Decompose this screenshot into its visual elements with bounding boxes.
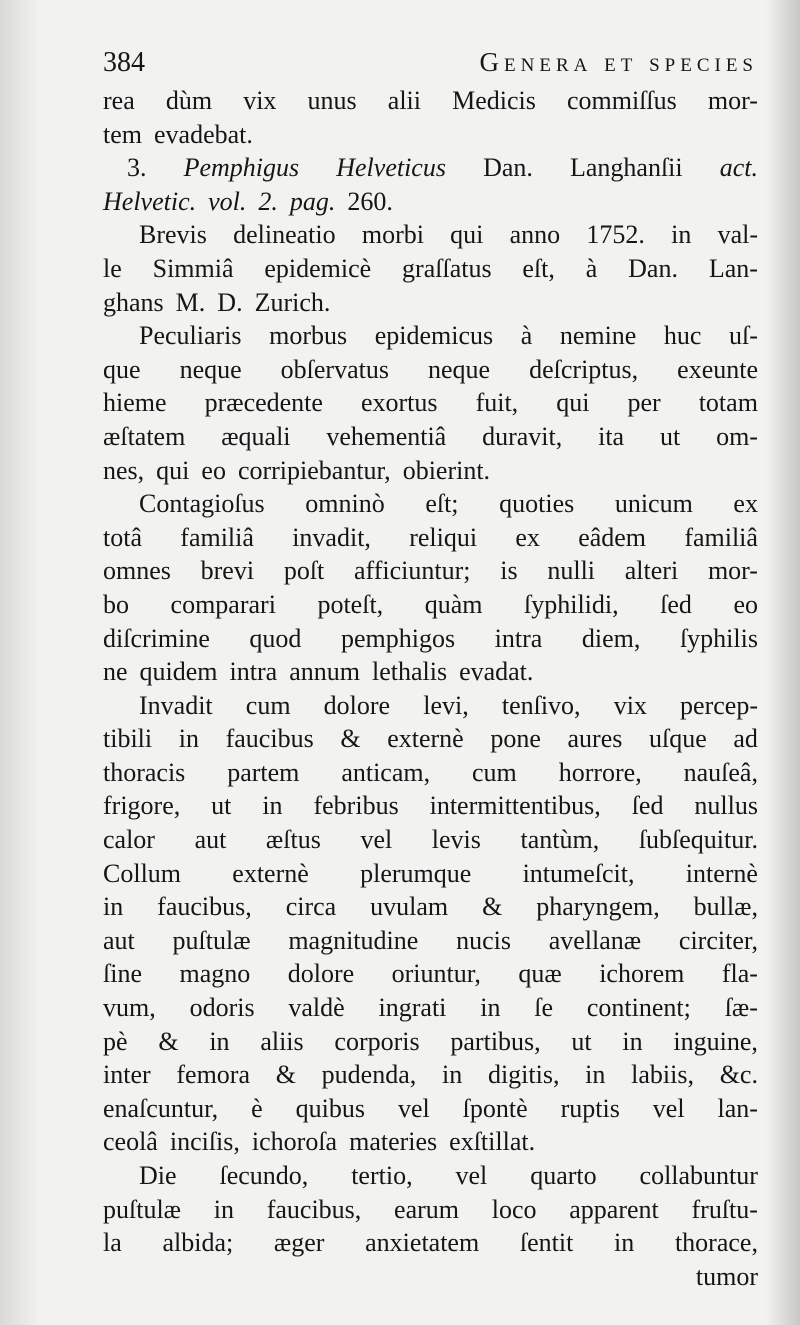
- text-line: ghans M. D. Zurich.: [103, 287, 331, 317]
- text-line: Die ſecundo, tertio, vel quarto collabuntur: [139, 1161, 758, 1190]
- page-header: [103, 40, 758, 84]
- text-line: Contagioſus omninò eſt; quoties unicum ex: [139, 489, 758, 519]
- text-line: diſcrimine quod pemphigos intra diem, ſyphilis: [103, 623, 758, 653]
- text-line: rea dùm vix unus alii Medicis commiſſus mor-: [103, 86, 758, 115]
- text-line: ne quidem intra annum lethalis evadat.: [103, 657, 534, 687]
- running-head: Genera et species: [479, 47, 758, 77]
- text-line: frigore, ut in febribus intermittentibus, ſed nullus: [103, 791, 758, 821]
- text-line: calor aut æſtus vel levis tantùm, ſubſequitur.: [103, 825, 758, 855]
- text-line: ceolâ inciſis, ichoroſa materies exſtillat.: [103, 1127, 536, 1157]
- text-line: tibili in faucibus & externè pone aures uſque ad: [103, 724, 758, 754]
- text-line: aut puſtulæ magnitudine nucis avellanæ circiter,: [103, 925, 758, 955]
- text-line: Helvetic. vol. 2. pag. 260.: [103, 186, 393, 216]
- text-body: [103, 84, 758, 1293]
- text-line: inter femora & pudenda, in digitis, in labiis, &c.: [103, 1060, 758, 1090]
- text-line: 3. Pemphigus Helveticus Dan. Langhanſii act.: [127, 153, 758, 183]
- text-line: Brevis delineatio morbi qui anno 1752. in val-: [139, 220, 758, 250]
- text-line: ſine magno dolore oriuntur, quæ ichorem fla-: [103, 959, 758, 989]
- text-line: totâ familiâ invadit, reliqui ex eâdem familiâ: [103, 522, 758, 552]
- text-line: la albida; æger anxietatem ſentit in thorace,: [103, 1228, 758, 1258]
- page-gutter-shadow: [0, 0, 40, 1325]
- text-line: tem evadebat.: [103, 119, 253, 149]
- text-line: Peculiaris morbus epidemicus à nemine huc uſ-: [139, 321, 758, 351]
- page-number: 384: [103, 47, 145, 78]
- text-line: Collum externè plerumque intumeſcit, internè: [103, 858, 758, 888]
- text-line: in faucibus, circa uvulam & pharyngem, bullæ,: [103, 892, 758, 922]
- text-line: le Simmiâ epidemicè graſſatus eſt, à Dan. Lan-: [103, 253, 758, 283]
- text-line: bo comparari poteſt, quàm ſyphilidi, ſed eo: [103, 589, 758, 619]
- text-line: puſtulæ in faucibus, earum loco apparent fruſtu-: [103, 1194, 758, 1224]
- text-line: que neque obſervatus neque deſcriptus, exeunte: [103, 354, 758, 384]
- text-line: pè & in aliis corporis partibus, ut in inguine,: [103, 1026, 758, 1056]
- text-line: thoracis partem anticam, cum horrore, nauſeâ,: [103, 757, 758, 787]
- page-edge-shadow: [766, 0, 800, 1325]
- text-line: enaſcuntur, è quibus vel ſpontè ruptis vel lan-: [103, 1093, 758, 1123]
- text-line: æſtatem æquali vehementiâ duravit, ita ut om-: [103, 421, 758, 451]
- text-line: omnes brevi poſt afficiuntur; is nulli alteri mor-: [103, 556, 758, 586]
- text-line: tumor: [695, 1261, 758, 1291]
- page-content: [103, 40, 758, 1293]
- text-line: Invadit cum dolore levi, tenſivo, vix percep-: [139, 690, 758, 720]
- text-line: hieme præcedente exortus fuit, qui per totam: [103, 388, 758, 418]
- text-line: vum, odoris valdè ingrati in ſe continent; ſæ-: [103, 993, 758, 1023]
- text-line: nes, qui eo corripiebantur, obierint.: [103, 455, 491, 485]
